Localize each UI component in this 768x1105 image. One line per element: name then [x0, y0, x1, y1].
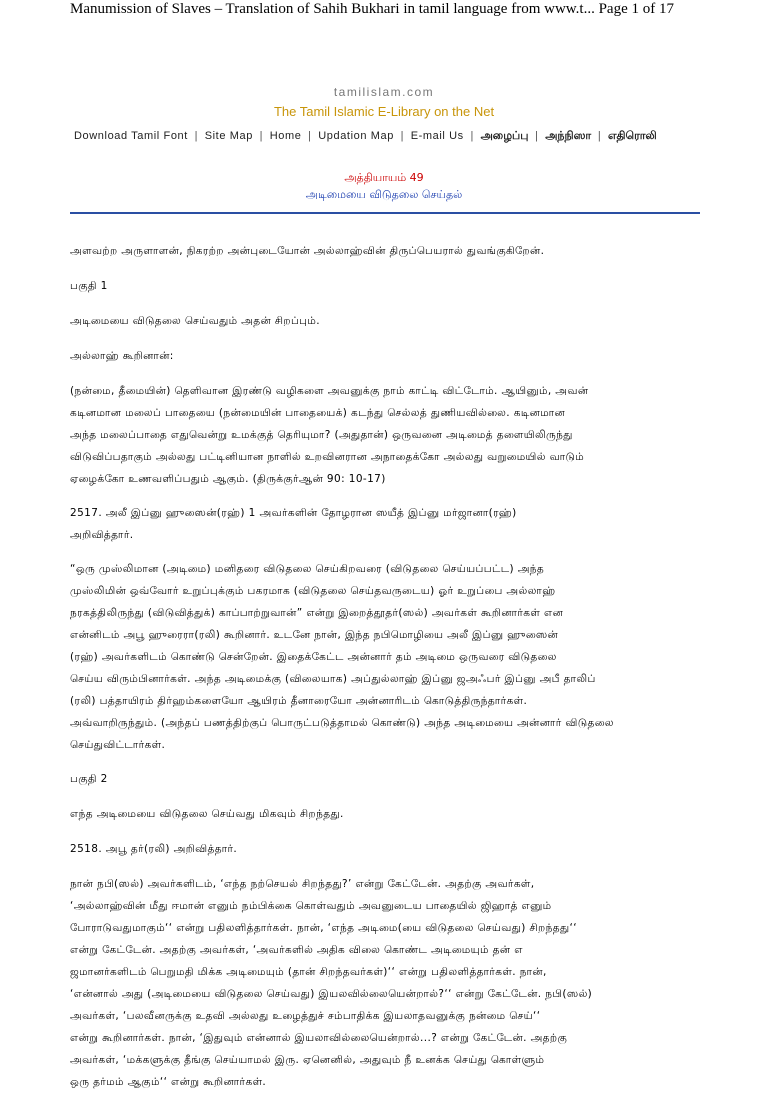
text-line: என்று கூறினார்கள். நான், ‘இதுவும் என்னால் இயலாவில்லையென்றால்...? என்று கேட்டேன். அதற்கு	[70, 1032, 568, 1044]
nav-separator: |	[597, 130, 602, 142]
text-line: நரகத்திலிருந்து (விடுவித்துக்) காப்பாற்றுவான்” என்று இறைத்தூதர்(ஸல்) அவர்கள் கூறினார்கள் என	[70, 607, 564, 619]
text-line: (ரஹ்) அவர்களிடம் கொண்டு சென்றேன். இதைக்கேட்ட அன்னார் தம் அடிமை ஒருவரை விடுதலை	[70, 651, 557, 663]
text-line: ஏழைக்கோ உணவளிப்பதும் ஆகும். (திருக்குர்ஆன் 90: 10-17)	[70, 473, 386, 485]
text-line: என்னிடம் அபூ ஹுரைரா(ரலி) கூறினார். உடனே நான், இந்த நபிமொழியை அலீ இப்னு ஹுஸைன்	[70, 629, 559, 641]
text-line: கடினமான மலைப் பாதையை (நன்மையின் பாதையைக்) கடந்து செல்லத் துணியவில்லை. கடினமான	[70, 407, 566, 419]
text-line: ஒரு தர்மம் ஆகும்‘‘ என்று கூறினார்கள்.	[70, 1076, 267, 1088]
heading-divider	[70, 212, 700, 214]
allah-says-line: அல்லாஹ் கூறினான்:	[70, 350, 174, 362]
hadith-2518-text	[70, 873, 700, 1093]
text-line: ஜமானர்களிடம் பெறுமதி மிக்க அடிமையும் (தான் சிறந்தவர்கள்)‘‘ என்று பதிலளித்தார்கள். நான்,	[70, 966, 547, 978]
nav-separator: |	[259, 130, 264, 142]
nav-separator: |	[470, 130, 474, 142]
chapter-number: அத்தியாயம் 49	[344, 171, 424, 184]
text-line: அந்த மலைப்பாதை எதுவென்று உமக்குத் தெரியுமா? (அதுதான்) ஒருவனை அடிமைத் தளையிலிருந்து	[70, 429, 573, 441]
bismillah-line: அளவற்ற அருளாளன், நிகரற்ற அன்புடையோன் அல்லாஹ்வின் திருப்பெயரால் துவங்குகிறேன்.	[70, 245, 545, 257]
nav-link-email-us[interactable]: E-mail Us	[410, 130, 464, 142]
hadith-2518-narrator: 2518. அபூ தர்(ரலி) அறிவித்தார்.	[70, 843, 238, 855]
text-line: (ரலி) பத்தாயிரம் திர்ஹம்களையோ ஆயிரம் தீனாரையோ அன்னாரிடம் கொடுத்திருந்தார்கள்.	[70, 695, 528, 707]
text-line: அறிவித்தார்.	[70, 529, 134, 541]
text-line: ‘அல்லாஹ்வின் மீது ஈமான் எனும் நம்பிக்கை கொள்வதும் அவனுடைய பாதையில் ஜிஹாத் எனும்	[70, 900, 552, 912]
text-line: 2517. அலீ இப்னு ஹுஸைன்(ரஹ்) 1 அவர்களின் தோழரான ஸயீத் இப்னு மர்ஜானா(ரஹ்)	[70, 507, 517, 519]
text-line: அவ்வாறிருந்தும். (அந்தப் பணத்திற்குப் பொருட்படுத்தாமல் கொண்டு) அந்த அடிமையை அன்னார் விடுதலை	[70, 717, 614, 729]
hadith-2517-text	[70, 558, 700, 756]
nav-separator: |	[308, 130, 312, 142]
text-line: “ஒரு முஸ்லிமான (அடிமை) மனிதரை விடுதலை செய்கிறவரை (விடுதலை செய்யப்பட்ட) அந்த	[70, 563, 545, 575]
nav-link-updation-map[interactable]: Updation Map	[318, 130, 394, 142]
chapter-heading	[0, 170, 768, 204]
text-line: விடுவிப்பதாகும் அல்லது பட்டினியான நாளில் உறவினரான அநாதைக்கோ அல்லது வறுமையில் வாடும்	[70, 451, 585, 463]
site-domain[interactable]: tamilislam.com	[333, 85, 435, 99]
text-line: முஸ்லிமின் ஒவ்வோர் உறுப்புக்கும் பகரமாக (விடுதலை செய்தவருடைய) ஓர் உறுப்பை அல்லாஹ்	[70, 585, 556, 597]
nav-link-ethiroli[interactable]: எதிரொலி	[607, 130, 657, 142]
nav-link-download-tamil-font[interactable]: Download Tamil Font	[74, 130, 188, 142]
text-line: செய்துவிட்டார்கள்.	[70, 739, 166, 751]
text-line: போராடுவதுமாகும்‘‘ என்று பதிலளித்தார்கள். நான், ‘எந்த அடிமை(யை விடுதலை செய்வது) சிறந்தது‘‘	[70, 922, 577, 934]
text-line: என்று கேட்டேன். அதற்கு அவர்கள், ‘அவர்களில் அதிக விலை கொண்ட அடிமையும் தன் எ	[70, 944, 523, 956]
part1-heading: பகுதி 1	[70, 280, 108, 292]
site-branding	[0, 84, 768, 122]
part1-title: அடிமையை விடுதலை செய்வதும் அதன் சிறப்பும்.	[70, 315, 320, 327]
nav-separator: |	[535, 130, 539, 142]
site-tagline: The Tamil Islamic E-Library on the Net	[273, 104, 495, 119]
chapter-title: அடிமையை விடுதலை செய்தல்	[305, 188, 463, 201]
text-line: ‘என்னால் அது (அடிமையை விடுதலை செய்வது) இயலவில்லையென்றால்?‘‘ என்று கேட்டேன். நபி(ஸல்)	[70, 988, 593, 1000]
nav-link-home[interactable]: Home	[269, 130, 302, 142]
document-body	[70, 240, 700, 1105]
text-line: அவர்கள், ‘மக்களுக்கு தீங்கு செய்யாமல் இரு. ஏனெனில், அதுவும் நீ உனக்க செய்து கொள்ளும்	[70, 1054, 545, 1066]
top-navigation	[74, 130, 734, 144]
nav-link-azhaippu[interactable]: அழைப்பு	[480, 130, 529, 142]
part2-title: எந்த அடிமையை விடுதலை செய்வது மிகவும் சிறந்தது.	[70, 808, 344, 820]
text-line: (நன்மை, தீமையின்) தெளிவான இரண்டு வழிகளை அவனுக்கு நாம் காட்டி விட்டோம். ஆயினும், அவன்	[70, 385, 589, 397]
text-line: செய்ய விரும்பினார்கள். அந்த அடிமைக்கு (விலையாக) அப்துல்லாஹ் இப்னு ஜஅஃபர் இப்னு அபீ தாலிப்	[70, 673, 596, 685]
nav-separator: |	[194, 130, 199, 142]
print-page-header: Manumission of Slaves – Translation of Sahih Bukhari in tamil language from www.t... Page 1 of 17	[70, 1, 674, 17]
nav-link-annisa[interactable]: அந்நிஸா	[545, 130, 592, 142]
hadith-2517-narrator	[70, 502, 700, 546]
text-line: அவர்கள், ‘பலவீனருக்கு உதவி அல்லது உழைத்துச் சம்பாதிக்க இயலாதவனுக்கு நன்மை செய்‘‘	[70, 1010, 541, 1022]
part2-heading: பகுதி 2	[70, 773, 108, 785]
text-line: நான் நபி(ஸல்) அவர்களிடம், ‘எந்த நற்செயல் சிறந்தது?’ என்று கேட்டேன். அதற்கு அவர்கள்,	[70, 878, 535, 890]
quran-quote	[70, 380, 700, 490]
nav-separator: |	[400, 130, 405, 142]
nav-link-site-map[interactable]: Site Map	[204, 130, 253, 142]
